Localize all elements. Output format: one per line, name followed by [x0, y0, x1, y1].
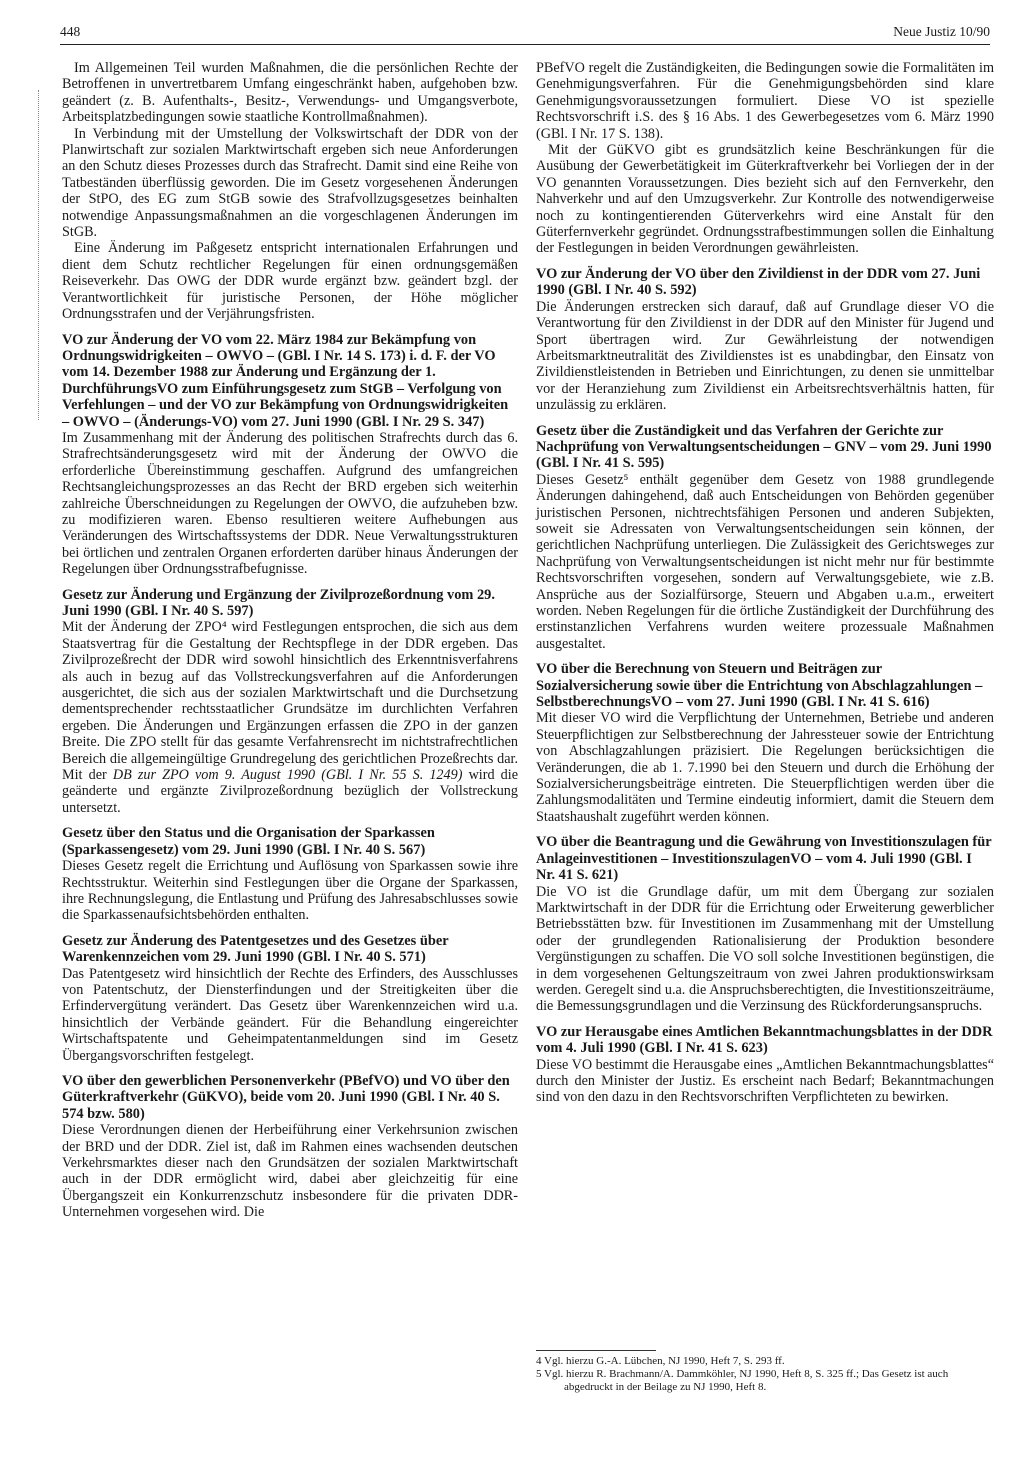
section-title: Gesetz zur Änderung des Patentgesetzes und des Gesetzes über Warenkennzeichen vom 29. Juni 1990 (GBl. I Nr. 40 S. 571) — [62, 932, 449, 966]
citation: DB zur ZPO vom 9. August 1990 (GBl. I Nr. 55 S. 1249) — [112, 767, 463, 784]
page-number: 448 — [60, 24, 81, 39]
page-header — [60, 22, 990, 45]
section-body: Diese Verordnungen dienen der Herbeiführung einer Verkehrsunion zwischen der BRD und der DDR. Ziel ist, daß im Rahmen eines wachsenden deutschen Verkehrsmarktes dieser nach den Grundsätzen der sozialen Marktwirtschaft auch in der DDR ermöglicht wird, dabei aber gleichzeitig für eine Übergangszeit ein Konkurrenzschutz insbesondere für die privaten DDR-Unternehmen vorgesehen wird. Die — [62, 1122, 518, 1221]
section-sparkassen — [62, 825, 518, 923]
section-body: Mit dieser VO wird die Verpflichtung der Unternehmen, Betriebe und anderen Steuerpflichtigen zur Selbstberechnung der Jahressteuer sowie der Entrichtung von Abschlagzahlungen präzisiert. Die Regelungen berücksichtigen die Veränderungen, die ab 1. 7.1990 bei den Steuern und durch die Erhöhung der Sozialversicherungsbeiträge eintreten. Die Steuerpflichtigen werden über die Zahlungsmodalitäten und Termine eindeutig informiert, damit die Steuern dem Staatshaushalt zugeführt werden können. — [536, 710, 994, 825]
section-patent — [62, 933, 518, 1064]
footnotes — [536, 1350, 994, 1394]
section-body: Dieses Gesetz regelt die Errichtung und Auflösung von Sparkassen sowie ihre Rechtsstruktur. Weiterhin sind Festlegungen über die Organe der Sparkassen, ihre Rechnungslegung, die Entlastung und Prüfung des Jahresabschlusses sowie die Sparkassenaufsichtsbehörden enthalten. — [62, 858, 518, 924]
section-title: VO über den gewerblichen Personenverkehr (PBefVO) und VO über den Güterkraftverkehr (GüKVO), beide vom 20. Juni 1990 (GBl. I Nr. 40 S. 574 bzw. 580) — [62, 1072, 510, 1122]
section-pbefvo — [62, 1073, 518, 1221]
footnote: 5 Vgl. hierzu R. Brachmann/A. Dammköhler, NJ 1990, Heft 8, S. 325 ff.; Das Gesetz ist auch abgedruckt in der Beilage zu NJ 1990, Heft 8. — [536, 1368, 949, 1393]
section-body — [62, 619, 518, 816]
section-title: VO über die Berechnung von Steuern und Beiträgen zur Sozialversicherung sowie über die Entrichtung von Abschlagzahlungen – SelbstberechnungsVO – vom 27. Juni 1990 (GBl. I Nr. 41 S. 616) — [536, 661, 983, 711]
section-title: VO über die Beantragung und die Gewährung von Investitionszulagen für Anlageinvestitionen – InvestitionszulagenVO – vom 4. Juli 1990 (GBl. I Nr. 41 S. 621) — [536, 834, 992, 884]
paragraph: Eine Änderung im Paßgesetz entspricht internationalen Erfahrungen und dient dem Schutz rechtlicher Regelungen für einen ordnungsgemäßen Reiseverkehr. Das OWG der DDR wurde ergänzt bzw. geändert bzgl. der Verantwortlichkeit für juristische Personen, der Höhe möglicher Ordnungsstrafen und der Verjährungsfristen. — [62, 240, 518, 323]
section-body-part: wird die geänderte und ergänzte Zivilprozeßordnung bezüglich der Vollstreckung untersetzt. — [62, 767, 519, 816]
section-body: Dieses Gesetz⁵ enthält gegenüber dem Gesetz von 1988 grundlegende Änderungen dahingehend, daß auch Entscheidungen von Behörden gegenüber juristischen Personen, nichtrechtsfähigen Personen und anderen Subjekten, soweit sie Adressaten von Verwaltungsentscheidungen sein können, der gerichtlichen Nachprüfung unterliegen. Die Zulässigkeit des Gerichtsweges zur Nachprüfung von Verwaltungsentscheidungen ist nicht mehr nur für bestimmte Rechtsvorschriften vorgesehen, sondern auf Verwaltungsgebiete, wie z.B. Ansprüche aus der Sozialfürsorge, Steuern und Abgaben u.a.m., erweitert worden. Neben Regelungen für die örtliche Zuständigkeit der Durchführung des erstinstanzlichen Verfahrens wurden weitere prozessuale Maßnahmen ausgestaltet. — [536, 471, 994, 652]
section-gnv — [536, 423, 994, 653]
section-body: Die Änderungen erstrecken sich darauf, daß auf Grundlage dieser VO die Verantwortung für den Zivildienst in der DDR auf den Minister für Jugend und Sport übertragen wird. Zur Gewährleistung der notwendigen Arbeitsmarktneutralität des Zivildienstes ist es unabdingbar, den Einsatz von Zivildienstleistenden in Betrieben und Einrichtungen, zu denen sie unmittelbar vor der Heranziehung zum Zivildienst ein Arbeitsrechtsverhältnis hatten, für unzulässig zu erklären. — [536, 298, 994, 414]
section-body: Im Zusammenhang mit der Änderung des politischen Strafrechts durch das 6. Strafrechtsänderungsgesetz wird mit der Änderung der OWVO die erforderliche Übereinstimmung geschaffen. Aufgrund des umfangreichen Rechtsangleichungsprozesses an das Recht der BRD ergeben sich weiterhin zahlreiche Überschneidungen zu Regelungen der OWVO, die aufzuheben bzw. zu modifizieren waren. Ebenso resultieren weitere Aufhebungen aus Veränderungen des Wirtschaftssystems der DDR. Neue Verwaltungsstrukturen bei örtlichen und zentralen Organen erforderten darüber hinaus Änderungen der Regelungen über Ordnungsstrafbefugnisse. — [62, 429, 518, 578]
section-body: Das Patentgesetz wird hinsichtlich der Rechte des Erfinders, des Ausschlusses von Patentschutz, der Diensterfindungen und der Streitigkeiten über die Erfindervergütung verändert. Das Gesetz über Warenkennzeichen wird u.a. hinsichtlich der Verbände geändert. Für die Behandlung eingereichter Wirtschaftspatente und Geheimpatentanmeldungen sind im Gesetz Übergangsvorschriften festgelegt. — [62, 965, 518, 1064]
left-column — [62, 60, 518, 1221]
section-owvo — [62, 332, 518, 578]
journal-title: Neue Justiz 10/90 — [893, 24, 990, 39]
section-zpo — [62, 587, 518, 817]
right-column — [536, 60, 994, 1106]
section-title: VO zur Änderung der VO über den Zivildienst in der DDR vom 27. Juni 1990 (GBl. I Nr. 40 S. 592) — [536, 265, 981, 299]
section-selbstberechnung — [536, 661, 994, 825]
section-title: VO zur Herausgabe eines Amtlichen Bekanntmachungsblattes in der DDR vom 4. Juli 1990 (GBl. I Nr. 41 S. 623) — [536, 1023, 993, 1057]
paragraph: PBefVO regelt die Zuständigkeiten, die Bedingungen sowie die Formalitäten im Genehmigungsverfahren. Für die Genehmigungsbehörden sind klare Genehmigungsvoraussetzungen formuliert. Diese VO ist spezielle Rechtsvorschrift i.S. des § 16 Abs. 1 des Gewerbegesetzes vom 6. März 1990 (GBl. I Nr. 17 S. 138). — [536, 60, 994, 142]
footnote: 4 Vgl. hierzu G.-A. Lübchen, NJ 1990, Heft 7, S. 293 ff. — [536, 1355, 785, 1367]
section-bekanntmachungsblatt — [536, 1024, 994, 1106]
paragraph: Mit der GüKVO gibt es grundsätzlich keine Beschränkungen für die Ausübung der Gewerbetätigkeit im Güterkraftverkehr bei Vorliegen der in der VO genannten Voraussetzungen. Dies bezieht sich auf den Fernverkehr, den Nahverkehr und auf den Umzugsverkehr. Zur Kontrolle des notwendigerweise noch zu kontingentierenden Güterverkehrs wird eine Anstalt für den Güterfernverkehr gegründet. Ordnungsstrafbestimmungen sollen die Einhaltung der Festlegungen in beiden Verordnungen gewährleisten. — [536, 142, 994, 257]
section-zivildienst — [536, 266, 994, 414]
section-title: VO zur Änderung der VO vom 22. März 1984 zur Bekämpfung von Ordnungswidrigkeiten – OWVO – (GBl. I Nr. 14 S. 173) i. d. F. der VO vom 14. Dezember 1988 zur Änderung und Ergänzung der 1. DurchführungsVO zum Einführungsgesetz zum StGB – Verfolgung von Verfehlungen – und der VO zur Bekämpfung von Ordnungswidrigkeiten – OWVO – (Änderungs-VO) vom 27. Juni 1990 (GBl. I Nr. 29 S. 347) — [62, 331, 509, 430]
section-title: Gesetz über den Status und die Organisation der Sparkassen (Sparkassengesetz) vom 29. Juni 1990 (GBl. I Nr. 40 S. 567) — [62, 825, 435, 858]
paragraph: Im Allgemeinen Teil wurden Maßnahmen, die die persönlichen Rechte der Betroffenen in unvertretbarem Umfang eingeschränkt haben, aufgehoben bzw. geändert (z. B. Aufenthalts-, Besitz-, Verwendungs- und Umgangsverbote, Arbeitsplatzbedingungen sowie staatliche Kontrollmaßnahmen). — [62, 60, 518, 126]
section-body-part: Mit der Änderung der ZPO⁴ wird Festlegungen entsprochen, die sich aus dem Staatsvertrag für die Gestaltung der Rechtspflege in der DDR ergeben. Das Zivilprozeßrecht der DDR wird sowohl hinsichtlich des Erkenntnisverfahrens als auch in bezug auf das Vollstreckungsverfahren auf die Anforderungen ausgerichtet, die sich aus der sozialen Marktwirtschaft und die Durchsetzung dementsprechender rechtsstaatlicher Grundsätze im durchlichten Verfahren ergeben. Die Änderungen und Ergänzungen erfassen die ZPO in der ganzen Breite. Die ZPO stellt für das gesamte Verfahrensrecht im nichtstrafrechtlichen Bereich die allgemeingültige Grundregelung des gerichtlichen Prozeßrechts dar. Mit der — [62, 619, 518, 784]
margin-mark — [38, 90, 40, 420]
section-investitionszulagen — [536, 834, 994, 1014]
section-body: Diese VO bestimmt die Herausgabe eines „Amtlichen Bekanntmachungsblattes“ durch den Minister der Justiz. Es erscheint nach Bedarf; Bekanntmachungen sind von den dazu in den Rechtsvorschriften Verpflichteten zu bewirken. — [536, 1056, 994, 1106]
section-title: Gesetz zur Änderung und Ergänzung der Zivilprozeßordnung vom 29. Juni 1990 (GBl. I Nr. 40 S. 597) — [62, 586, 495, 619]
paragraph: In Verbindung mit der Umstellung der Volkswirtschaft der DDR von der Planwirtschaft zur sozialen Marktwirtschaft ergeben sich neue Anforderungen an den Schutz dieses Prozesses durch das Strafrecht. Damit sind eine Reihe von Tatbeständen überflüssig geworden. Die im Gesetz vorgesehenen Änderungen der StPO, des EG zum StGB sowie des Strafvollzugsgesetzes beinhalten notwendige Anpassungsmaßnahmen an die vorgeschlagenen Änderungen im StGB. — [62, 125, 518, 241]
section-body: Die VO ist die Grundlage dafür, um mit dem Übergang zur sozialen Marktwirtschaft in der DDR für die Errichtung oder Erweiterung gewerblicher Betriebsstätten bzw. für Investitionen im Zusammenhang mit der Umstellung oder der grundlegenden Rationalisierung der Produktion besondere Vergünstigungen zu schaffen. Die VO soll solche Investitionen begünstigen, die in dem vorgesehenen Geltungszeitraum von zwei Jahren produktionswirksam werden. Geregelt sind u.a. die Anspruchsberechtigten, die Investitionszeiträume, die Bemessungsgrundlagen und die Verzinsung des Rückforderungsanspruchs. — [536, 883, 994, 1015]
footnote-rule — [536, 1350, 656, 1351]
section-title: Gesetz über die Zuständigkeit und das Verfahren der Gerichte zur Nachprüfung von Verwaltungsentscheidungen – GNV – vom 29. Juni 1990 (GBl. I Nr. 41 S. 595) — [536, 422, 992, 472]
